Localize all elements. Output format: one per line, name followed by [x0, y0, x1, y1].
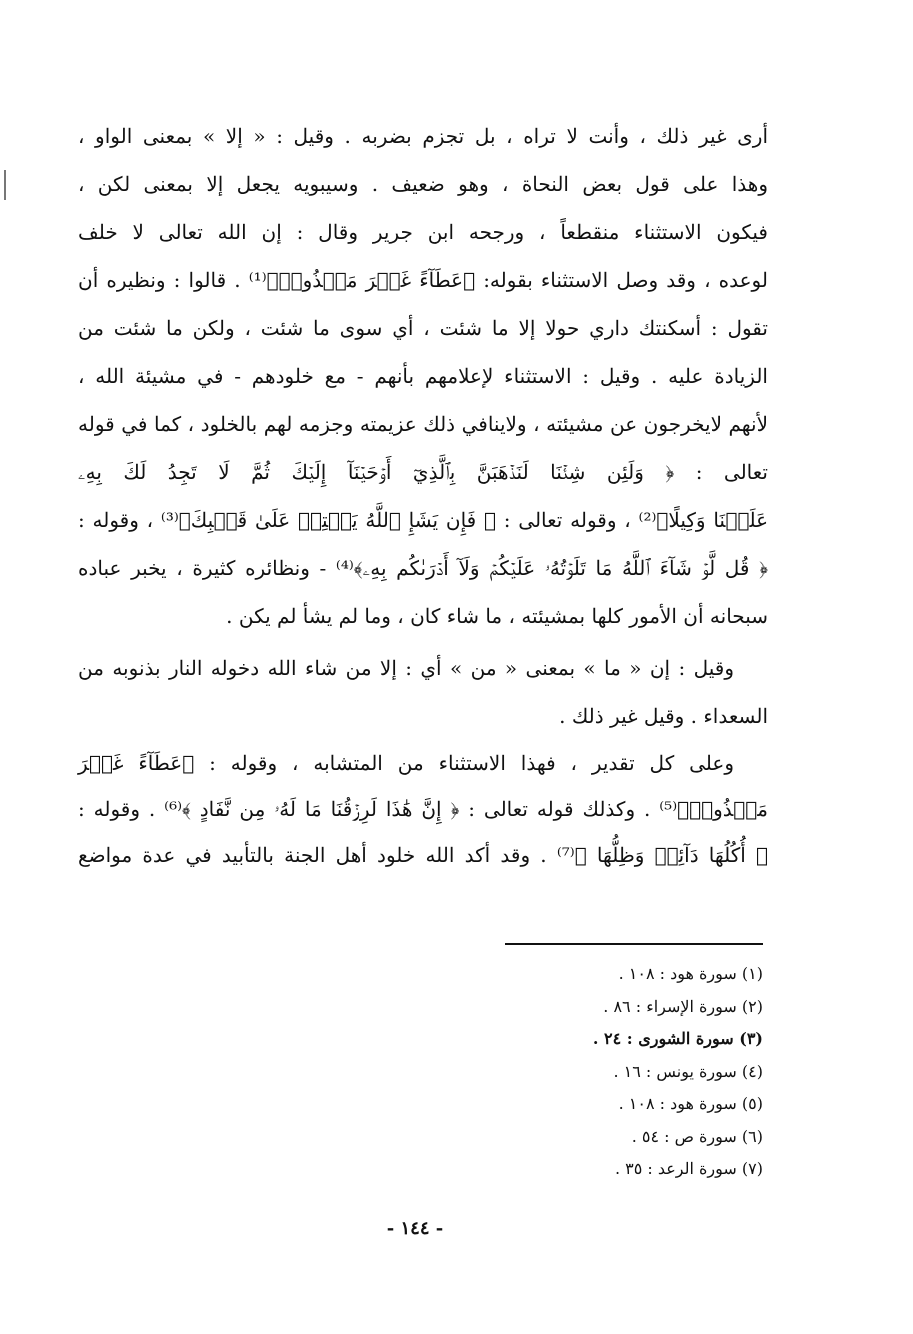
text-line: فيكون الاستثناء منقطعاً ، ورجحه ابن جرير وقال : إن الله تعالى لا خلف: [78, 220, 768, 244]
footnote-divider: [505, 943, 763, 945]
paragraph-2: [78, 644, 768, 740]
paragraph-3: [78, 740, 768, 878]
footnotes: [503, 958, 763, 1186]
text-line: الزيادة عليه . وقيل : الاستثناء لإعلامهم بأنهم - مع خلودهم - في مشيئة الله ،: [78, 364, 768, 388]
page-number: - ١٤٤ -: [386, 1218, 444, 1239]
text-line: ﴿ قُل لَّوۡ شَآءَ ٱللَّهُ مَا تَلَوۡتُهُۥ عَلَيۡكُمۡ وَلَآ أَدۡرَىٰكُم بِهِۦ﴾⁽⁴⁾ - ونظائره كثيرة ، يخبر عباده: [78, 556, 768, 580]
text-line: وعلى كل تقدير ، فهذا الاستثناء من المتشابه ، وقوله : ﴿عَطَآءً غَيۡرَ: [78, 751, 734, 775]
text-line: السعداء . وقيل غير ذلك .: [559, 704, 768, 728]
text-line: وقيل : إن « ما » بمعنى « من » أي : إلا من شاء الله دخوله النار بذنوبه من: [78, 656, 734, 680]
footnote-item: (١) سورة هود : ١٠٨ .: [618, 964, 763, 983]
text-line: لوعده ، وقد وصل الاستثناء بقوله: ﴿عَطَآءً غَيۡرَ مَجۡذُوذٖ﴾⁽¹⁾ . قالوا : ونظيره أن: [78, 268, 768, 292]
footnote-item: (٦) سورة ص : ٥٤ .: [631, 1126, 763, 1146]
text-line: أرى غير ذلك ، وأنت لا تراه ، بل تجزم بضربه . وقيل : « إلا » بمعنى الواو ،: [78, 124, 768, 148]
footnote-item: (٧) سورة الرعد : ٣٥ .: [614, 1159, 763, 1178]
footnote-item: (٢) سورة الإسراء : ٨٦ .: [603, 996, 763, 1016]
text-line: ﴿ أُكُلُهَا دَآئِمٞ وَظِلُّهَا ﴾⁽⁷⁾ . وقد أكد الله خلود أهل الجنة بالتأبيد في عدة مواضع: [78, 843, 768, 867]
text-line: تقول : أسكنتك داري حولا إلا ما شئت ، أي سوى ما شئت ، ولكن ما شئت من: [78, 316, 768, 340]
text-line: سبحانه أن الأمور كلها بمشيئته ، ما شاء كان ، وما لم يشأ لم يكن .: [226, 604, 768, 628]
paragraph-1: [78, 112, 768, 640]
text-line: مَجۡذُوذٖ﴾⁽⁵⁾ . وكذلك قوله تعالى : ﴿ إِنَّ هَٰذَا لَرِزۡقُنَا مَا لَهُۥ مِن نَّفَادٍ ﴾⁽⁶⁾ . وقوله :: [78, 797, 768, 821]
footnote-item: (٤) سورة يونس : ١٦ .: [613, 1061, 763, 1081]
text-line: تعالى : ﴿ وَلَئِن شِئۡنَا لَنَذۡهَبَنَّ بِٱلَّذِيٓ أَوۡحَيۡنَآ إِلَيۡكَ ثُمَّ لَا تَجِدُ لَكَ بِهِۦ: [78, 460, 768, 484]
text-line: لأنهم لايخرجون عن مشيئته ، ولاينافي ذلك عزيمته وجزمه لهم بالخلود ، كما في قوله: [78, 412, 768, 436]
text-line: عَلَيۡنَا وَكِيلًا﴾⁽²⁾ ، وقوله تعالى : ﴿ فَإِن يَشَإِ ٱللَّهُ يَخۡتِمۡ عَلَىٰ قَلۡبِكَ﴾⁽³⁾ ، وقوله :: [78, 508, 769, 532]
footnote-item: (٥) سورة هود : ١٠٨ .: [618, 1094, 763, 1113]
text-line: وهذا على قول بعض النحاة ، وهو ضعيف . وسيبويه يجعل إلا بمعنى لكن ،: [78, 172, 768, 196]
footnote-item: (٣) سورة الشورى : ٢٤ .: [592, 1029, 763, 1048]
scan-edge-mark: [4, 170, 6, 200]
